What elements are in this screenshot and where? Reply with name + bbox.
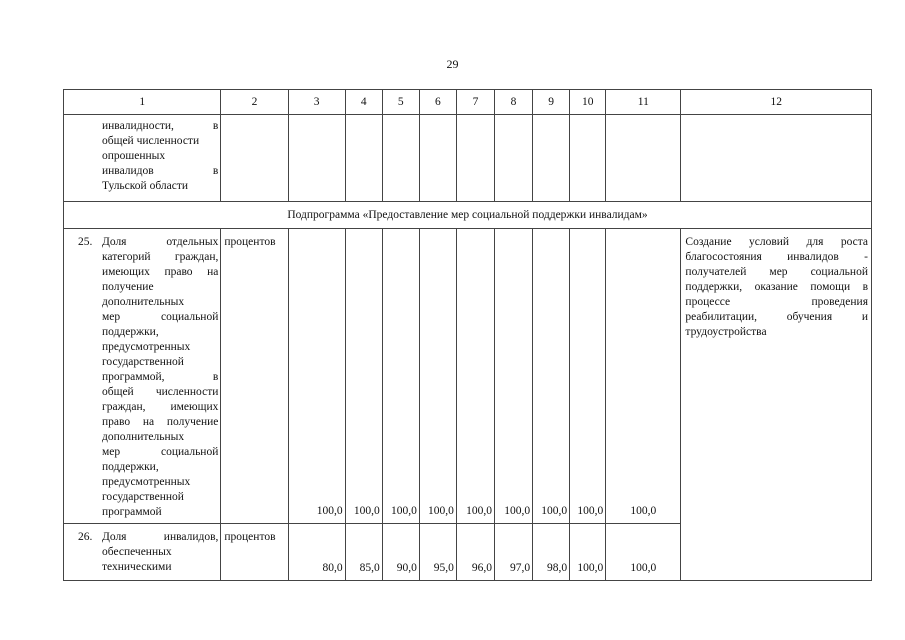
value-cell: 100,0 [606,229,681,524]
indicators-table [63,89,872,581]
name-line: программой [102,506,162,518]
value-cell: 80,0 [288,524,345,581]
value-cell: 100,0 [495,229,533,524]
name-line: обеспеченных [102,546,172,558]
indicator-name-cell [64,524,221,581]
name-line: категорий граждан, [102,251,219,263]
name-line: Доля инвалидов, [102,531,219,543]
value-cell: 98,0 [533,524,570,581]
header-cell: 7 [456,90,494,115]
name-line: Доля отдельных [102,236,219,248]
effect-line: Создание условий для роста [685,236,868,248]
unit-cell: процентов [221,229,288,524]
value-cell: 100,0 [606,524,681,581]
header-cell: 6 [419,90,456,115]
value-cell: 90,0 [382,524,419,581]
name-line: программой, в [102,371,219,383]
name-line: имеющих право на [102,266,219,278]
header-cell: 12 [681,90,872,115]
value-cell: 100,0 [533,229,570,524]
table-row [64,229,872,524]
value-cell: 100,0 [419,229,456,524]
effect-line: поддержки, оказание помощи в [685,281,868,293]
value-cell: 97,0 [495,524,533,581]
value-cell: 95,0 [419,524,456,581]
table-row [64,115,872,202]
name-line: техническими [102,561,172,573]
unit-cell: процентов [221,524,288,581]
value-cell: 85,0 [345,524,382,581]
header-row [64,90,872,115]
effect-line: реабилитации, обучения и [685,311,868,323]
header-cell: 2 [221,90,288,115]
name-line: дополнительных [102,431,185,443]
name-line: дополнительных [102,296,185,308]
name-line: опрошенных [102,150,166,162]
effect-line: получателей мер социальной [685,266,868,278]
name-line: граждан, имеющих [102,401,219,413]
indicator-name-cell [64,115,221,202]
value-cell: 100,0 [345,229,382,524]
name-line: государственной [102,356,184,368]
name-line: общей численности [102,135,200,147]
subprogram-title: Подпрограмма «Предоставление мер социальной поддержки инвалидам» [64,202,872,229]
header-cell: 8 [495,90,533,115]
row-number: 25. [78,236,93,248]
subprogram-row [64,202,872,229]
page-number: 29 [446,57,459,71]
value-cell: 100,0 [382,229,419,524]
effect-cell [681,229,872,581]
header-cell: 10 [570,90,606,115]
name-line: поддержки, [102,461,159,473]
header-cell: 1 [64,90,221,115]
name-line: предусмотренных [102,341,191,353]
value-cell: 100,0 [288,229,345,524]
name-line: государственной [102,491,184,503]
header-cell: 5 [382,90,419,115]
name-line: Тульской области [102,180,189,192]
name-line: предусмотренных [102,476,191,488]
name-line: мер социальной [102,311,219,323]
value-cell: 100,0 [456,229,494,524]
name-line: мер социальной [102,446,219,458]
header-cell: 11 [606,90,681,115]
value-cell: 100,0 [570,229,606,524]
name-line: право на получение [102,416,219,428]
effect-line: процессе проведения [685,296,868,308]
name-line: общей численности [102,386,219,398]
header-cell: 9 [533,90,570,115]
name-line: поддержки, [102,326,159,338]
value-cell: 100,0 [570,524,606,581]
header-cell: 4 [345,90,382,115]
effect-line: трудоустройства [685,326,767,338]
indicator-name-cell [64,229,221,524]
row-number: 26. [78,531,93,543]
name-line: инвалидов в [102,165,219,177]
name-line: получение [102,281,154,293]
effect-line: благосостояния инвалидов - [685,251,868,263]
value-cell: 96,0 [456,524,494,581]
header-cell: 3 [288,90,345,115]
name-line: инвалидности, в [102,120,219,132]
